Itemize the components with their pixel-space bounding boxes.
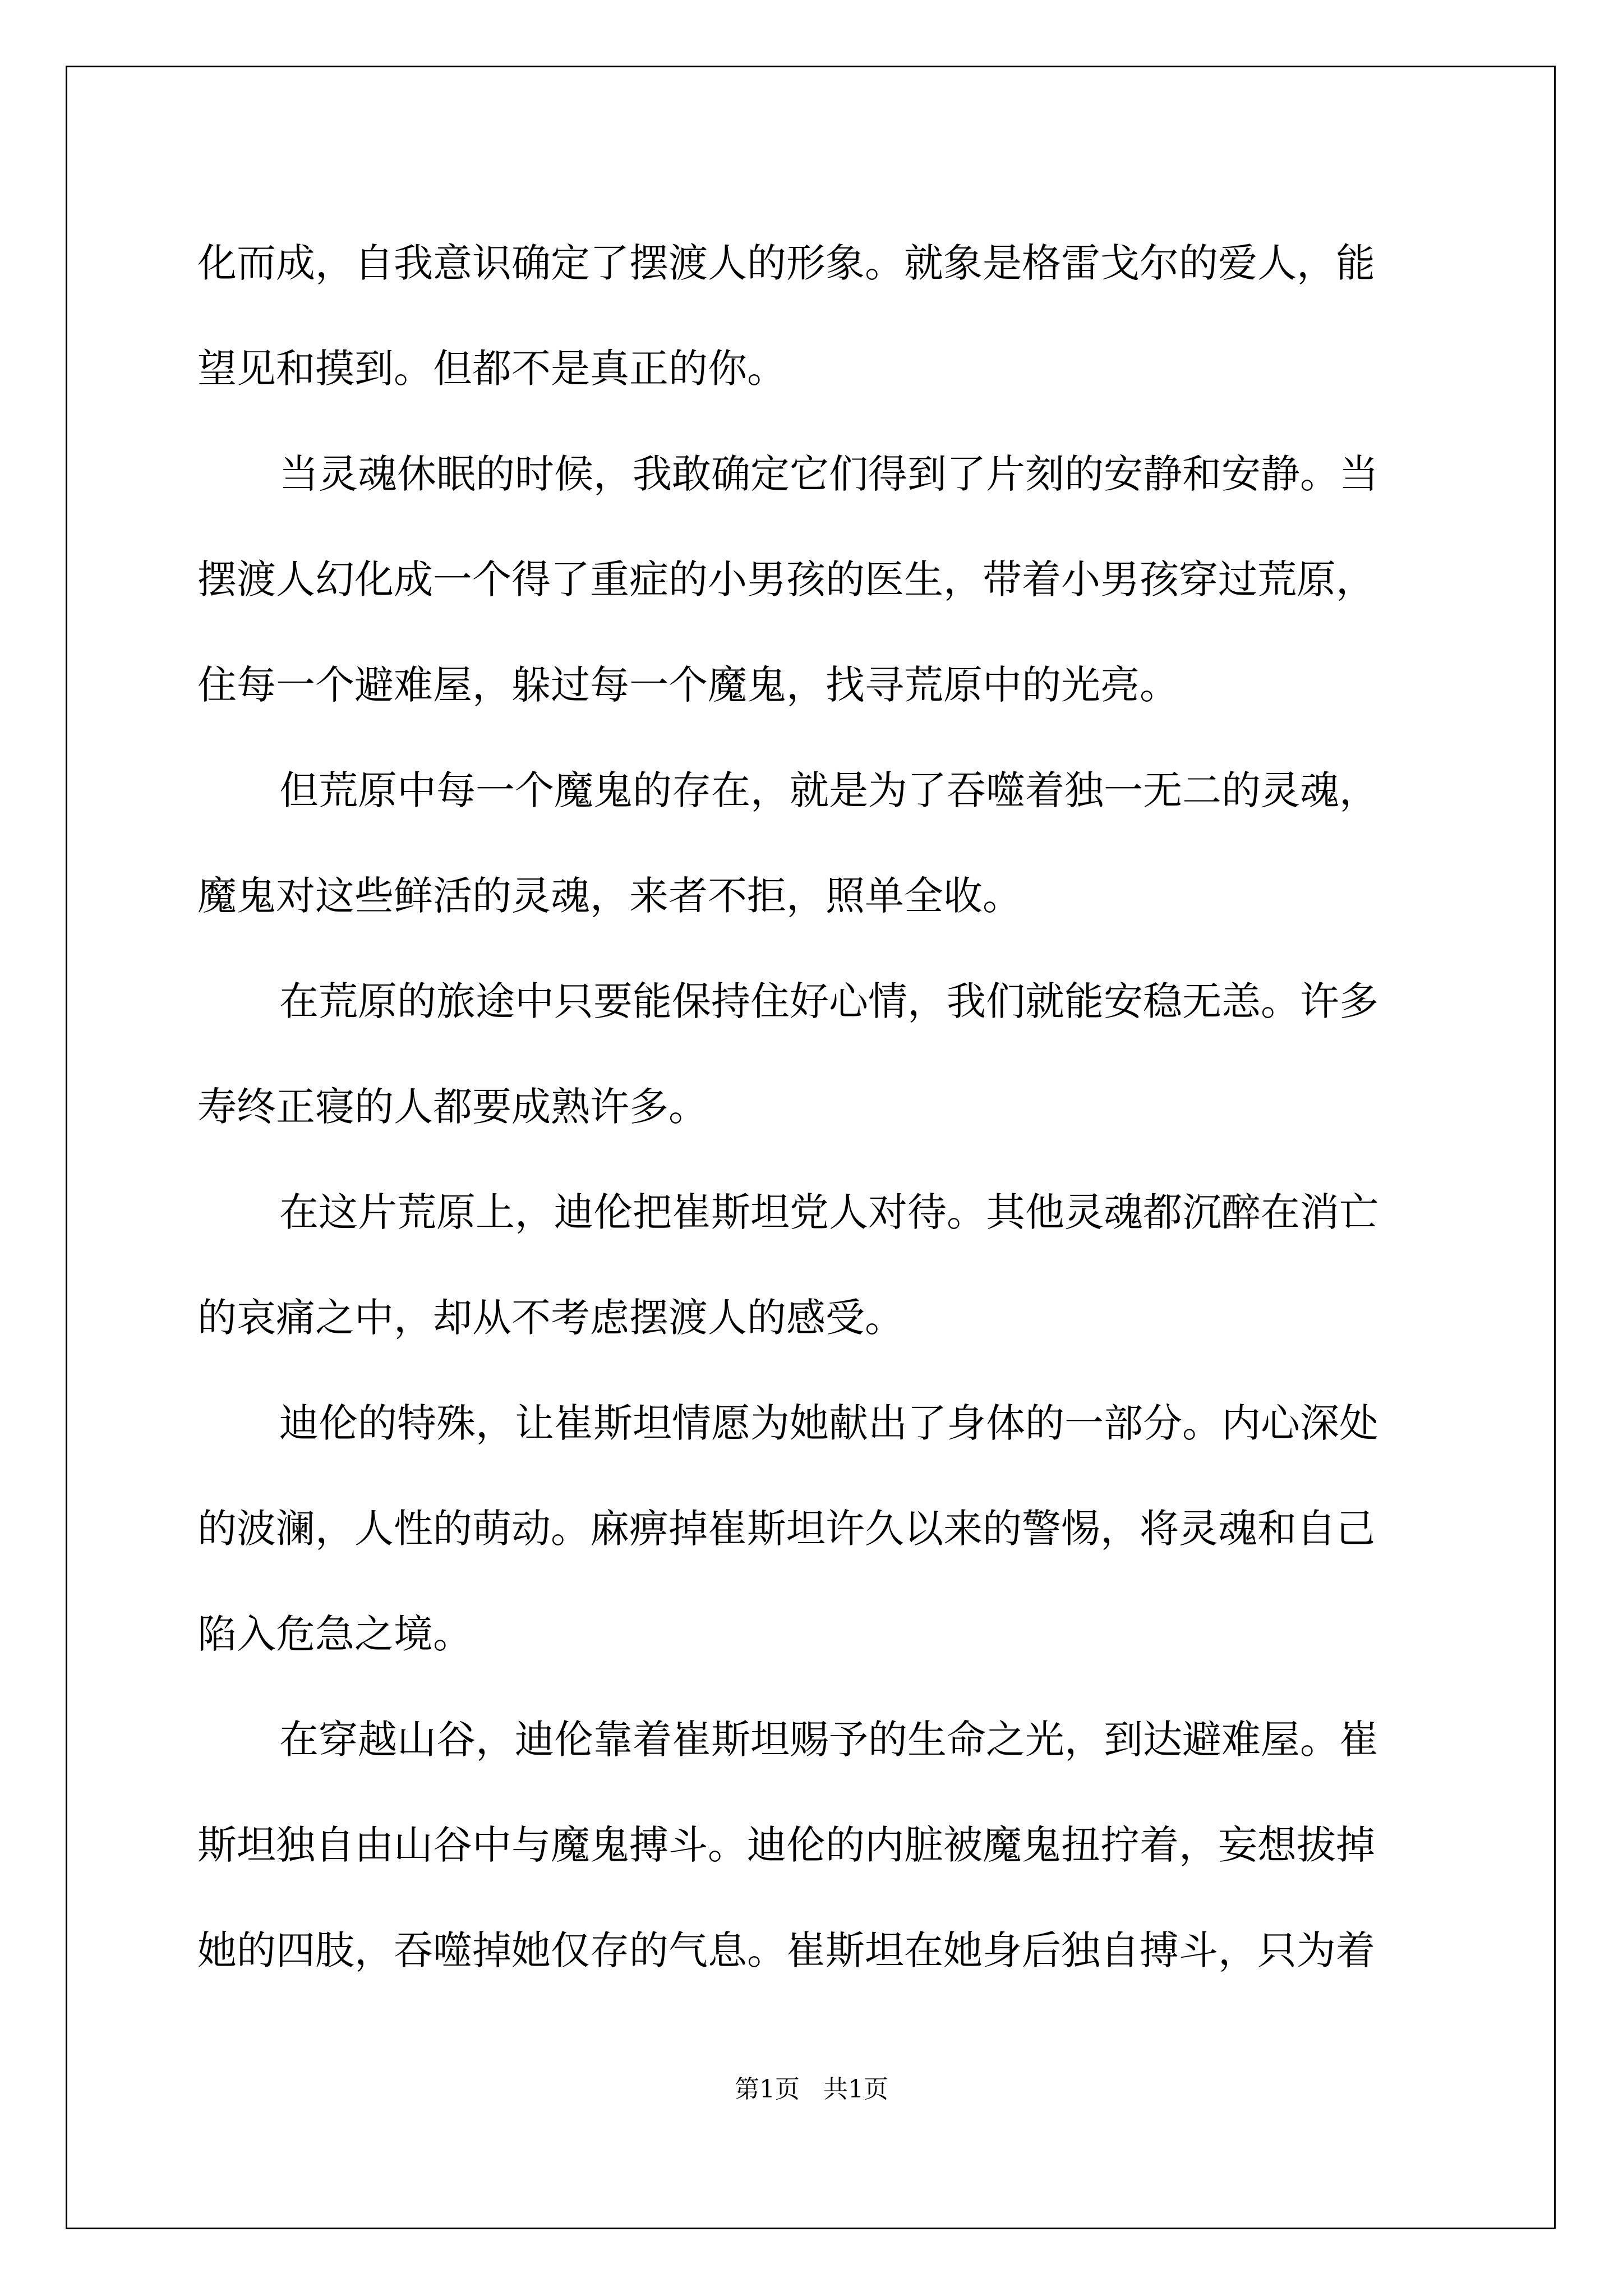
text-line: 但荒原中每一个魔鬼的存在，就是为了吞噬着独一无二的灵魂， [279,767,1378,813]
text-line: 陷入危急之境。 [197,1611,472,1657]
text-line: 在穿越山谷，迪伦靠着崔斯坦赐予的生命之光，到达避难屋。崔 [279,1717,1378,1763]
text-line: 望见和摸到。但都不是真正的你。 [197,346,786,392]
text-line: 化而成，自我意识确定了摆渡人的形象。就象是格雷戈尔的爱人，能 [197,240,1375,286]
text-line: 在这片荒原上，迪伦把崔斯坦党人对待。其他灵魂都沉醉在消亡 [279,1189,1378,1235]
text-line: 斯坦独自由山谷中与魔鬼搏斗。迪伦的内脏被魔鬼扭拧着，妄想拔掉 [197,1822,1375,1868]
page-total: 共1页 [823,2075,888,2104]
text-line: 住每一个避难屋，躲过每一个魔鬼，找寻荒原中的光亮。 [197,662,1179,708]
text-line: 魔鬼对这些鲜活的灵魂，来者不拒，照单全收。 [197,873,1022,919]
text-line: 寿终正寝的人都要成熟许多。 [197,1084,708,1130]
text-line: 的波澜，人性的萌动。麻痹掉崔斯坦许久以来的警惕，将灵魂和自己 [197,1506,1375,1552]
paragraph [197,1159,1426,1370]
text-line: 摆渡人幻化成一个得了重症的小男孩的医生，带着小男孩穿过荒原， [197,556,1375,602]
page-footer [0,2069,1623,2105]
paragraph [197,1687,1426,2003]
paragraph [197,738,1426,949]
text-line: 当灵魂休眠的时候，我敢确定它们得到了片刻的安静和安静。当 [279,451,1378,497]
text-line: 她的四肢，吞噬掉她仅存的气息。崔斯坦在她身后独自搏斗，只为着 [197,1927,1375,1973]
text-line: 的哀痛之中，却从不考虑摆渡人的感受。 [197,1295,904,1341]
text-line: 迪伦的特殊，让崔斯坦情愿为她献出了身体的一部分。内心深处 [279,1400,1378,1446]
paragraph [197,421,1426,738]
paragraph [197,949,1426,1159]
paragraph [197,210,1426,421]
document-body [197,210,1426,2003]
page-number: 第1页 [735,2075,800,2104]
paragraph [197,1370,1426,1687]
text-line: 在荒原的旅途中只要能保持住好心情，我们就能安稳无恙。许多 [279,978,1378,1024]
